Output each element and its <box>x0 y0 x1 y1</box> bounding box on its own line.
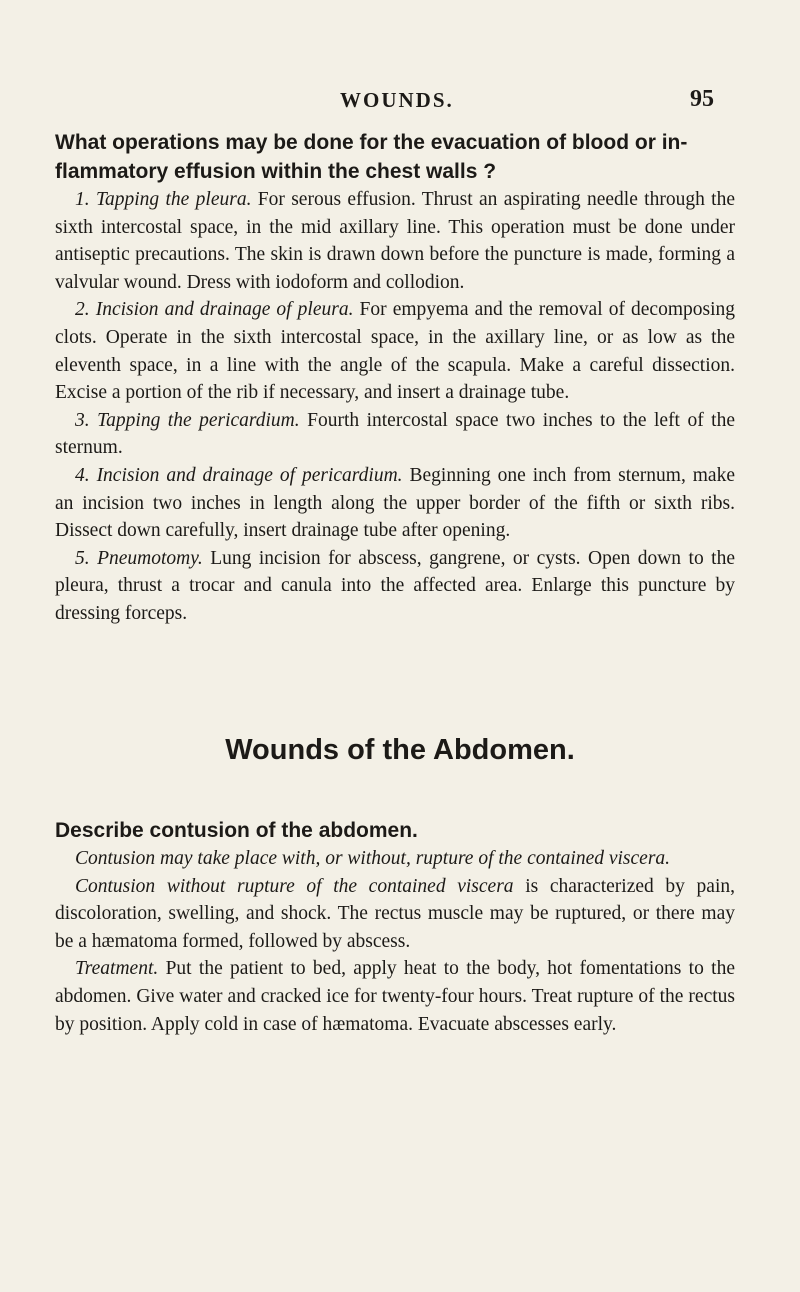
abdomen-section <box>55 816 735 1038</box>
chest-item-2 <box>55 296 735 406</box>
abdomen-p1-term: Contusion without rupture of the contained viscera <box>75 875 514 897</box>
chest-item-4-term: 4. Incision and drainage of pericardium. <box>75 464 403 486</box>
chest-question: What operations may be done for the evacuation of blood or in-flammatory effusion within the chest walls ? <box>55 131 688 183</box>
abdomen-p2-term: Treatment. <box>75 958 159 980</box>
chest-item-4-text: Beginning one inch from sternum, make an incision two inches in length along the upper border of the fifth or sixth ribs. Dissect down carefully, insert drainage tube after opening. <box>55 464 735 542</box>
chest-item-4 <box>55 462 735 545</box>
chest-item-5-term: 5. Pneumotomy. <box>75 547 203 569</box>
chest-item-5 <box>55 545 735 628</box>
chest-item-3-term: 3. Tapping the pericardium. <box>75 409 300 431</box>
chest-item-5-text: Lung incision for abscess, gangrene, or cysts. Open down to the pleura, thrust a trocar and canula into the affected area. Enlarge this puncture by dressing forceps. <box>55 547 736 624</box>
chest-item-2-text: For empyema and the removal of decomposing clots. Operate in the sixth intercostal space, in the axillary line, or as low as the eleventh space, in a line with the angle of the scapula. Make a careful dissection. Excise a portion of the rib if necessary, and insert a drainage tube. <box>55 299 735 404</box>
chest-item-1 <box>55 186 735 296</box>
chest-item-2-term: 2. Incision and drainage of pleura. <box>75 299 354 321</box>
section-title: Wounds of the Abdomen. <box>225 734 575 766</box>
chest-section <box>55 128 735 628</box>
running-head: WOUNDS. <box>340 88 454 112</box>
abdomen-paragraph-2 <box>55 955 735 1038</box>
chest-item-1-text: For serous effusion. Thrust an aspirating needle through the sixth intercostal space, in the mid axillary line. This operation must be done under antiseptic precautions. The skin is drawn down before the puncture is made, forming a valvular wound. Dress with iodoform and collodion. <box>55 189 735 293</box>
abdomen-p1-text: is characterized by pain, discoloration, swelling, and shock. The rectus muscle may be ruptured, or there may be a hæmatoma formed, followed by abscess. <box>55 875 735 952</box>
page-number: 95 <box>690 86 714 112</box>
abdomen-p2-text: Put the patient to bed, apply heat to the body, hot fomentations to the abdomen. Give water and cracked ice for twenty-four hours. Treat rupture of the rectus by position. Apply cold in case of hæmatoma. Evacuate abscesses early. <box>55 958 735 1035</box>
abdomen-intro: Contusion may take place with, or without, rupture of the contained viscera. <box>75 848 671 869</box>
chest-item-3-text: Fourth intercostal space two inches to the left of the sternum. <box>55 409 735 459</box>
chest-item-3 <box>55 407 735 462</box>
abdomen-paragraph-1 <box>55 873 735 956</box>
chest-item-1-term: 1. Tapping the pleura. <box>75 189 252 210</box>
abdomen-question: Describe contusion of the abdomen. <box>55 819 418 842</box>
